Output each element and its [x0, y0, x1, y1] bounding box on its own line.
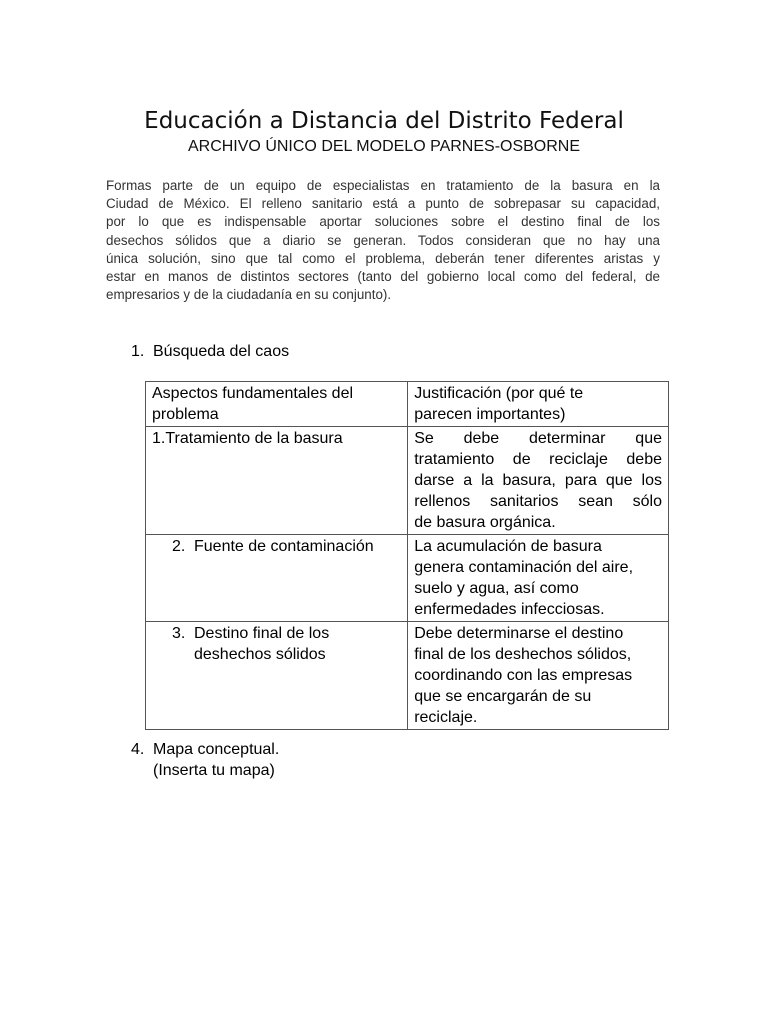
- document-subtitle: ARCHIVO ÚNICO DEL MODELO PARNES-OSBORNE: [187, 138, 581, 155]
- aspect-number: 3.: [172, 625, 186, 642]
- intro-line: Ciudad de México. El relleno sanitario está a punto de sobrepasar su capacidad,: [106, 196, 660, 212]
- document-title: Educación a Distancia del Distrito Federal: [144, 108, 624, 134]
- table-header-row: [146, 382, 669, 427]
- table-row: [146, 427, 669, 535]
- aspect-number: 2.: [172, 538, 186, 555]
- intro-paragraph: [106, 177, 660, 304]
- section-heading: Búsqueda del caos: [153, 343, 290, 360]
- justification-cell: Debe determinarse el destino final de los deshechos sólidos, coordinando con las empresas que se encargarán de su reciclaje.: [408, 622, 669, 730]
- aspect-cell: 1.Tratamiento de la basura: [146, 427, 408, 535]
- intro-line: por lo que es indispensable aportar soluciones sobre el destino final de los: [106, 214, 660, 230]
- justification-cell: La acumulación de basura genera contaminación del aire, suelo y agua, así como enfermedades infecciosas.: [408, 535, 669, 622]
- table-row: [146, 535, 669, 622]
- intro-line: estar en manos de distintos sectores (tanto del gobierno local como del federal, de: [106, 268, 660, 284]
- section-number: 4.: [131, 741, 145, 758]
- aspect-cell: 2. Fuente de contaminación: [146, 535, 408, 622]
- section-number: 1.: [131, 343, 145, 360]
- aspect-cell: 3. Destino final de los deshechos sólidos: [146, 622, 408, 730]
- intro-line: Formas parte de un equipo de especialistas en tratamiento de la basura en la: [106, 178, 660, 193]
- column-header-justification: Justificación (por qué te parecen importantes): [408, 382, 669, 427]
- intro-line: única solución, sino que tal como el problema, deberán tener diferentes aristas y: [106, 250, 660, 266]
- justification-cell: Se debe determinar que tratamiento de reciclaje debe darse a la basura, para que los rellenos sanitarios sean sólo de basura orgánica.: [408, 427, 669, 535]
- column-header-aspects: Aspectos fundamentales del problema: [146, 382, 408, 427]
- section-heading: Mapa conceptual.: [153, 741, 280, 758]
- section-note: (Inserta tu mapa): [153, 762, 275, 779]
- intro-line: empresarios y de la ciudadanía en su conjunto).: [106, 287, 392, 303]
- table-row: [146, 622, 669, 730]
- intro-line: desechos sólidos que a diario se generan. Todos consideran que no hay una: [106, 232, 660, 248]
- aspects-table: [145, 381, 669, 730]
